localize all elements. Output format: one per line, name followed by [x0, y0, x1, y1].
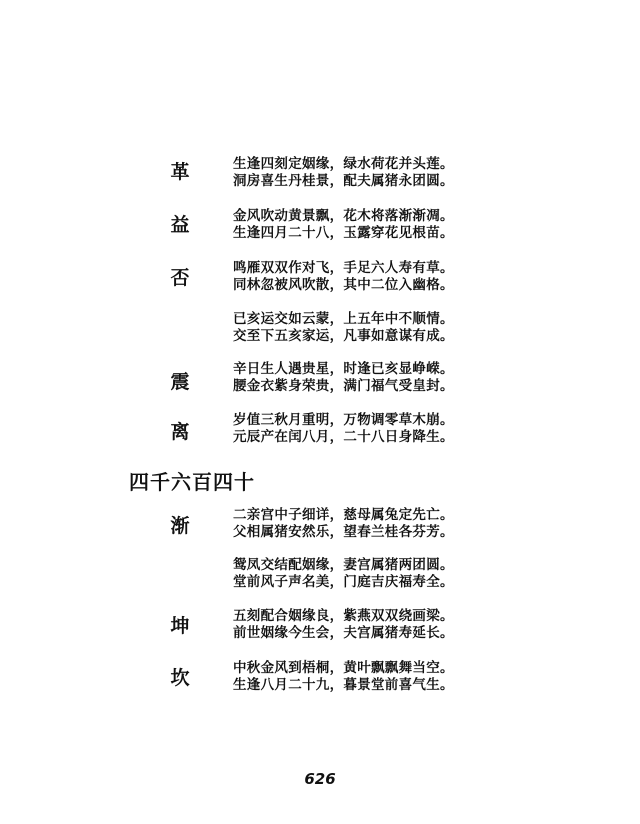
- verse-line: 交至下五亥家运，凡事如意谋有成。: [233, 328, 454, 344]
- verse-line: 鸳凤交结配姻缘，妻宫属猪两团圆。: [233, 557, 454, 573]
- verse-line: 前世姻缘今生会，夫宫属猪寿延长。: [233, 625, 454, 641]
- verse-line: 鸣雁双双作对飞，手足六人寿有草。: [233, 260, 454, 276]
- hexagram-label: 离: [170, 421, 190, 443]
- hexagram-label: 渐: [170, 515, 190, 537]
- verse-block: [233, 557, 473, 591]
- verse-line: 洞房喜生丹桂景，配夫属猪永团圆。: [233, 173, 454, 189]
- hexagram-label: 坎: [170, 667, 190, 689]
- verse-block: [233, 311, 473, 345]
- verse-line: 腰金衣紫身荣贵，满门福气受皇封。: [233, 378, 454, 394]
- verse-block: [233, 260, 473, 294]
- verse-line: 堂前风子声名美，门庭吉庆福寿全。: [233, 574, 454, 590]
- verse-line: 岁值三秋月重明，万物调零草木崩。: [233, 412, 454, 428]
- verse-block: [233, 507, 473, 541]
- verse-line: 已亥运交如云蒙，上五年中不顺情。: [233, 311, 454, 327]
- hexagram-label: 革: [170, 161, 190, 183]
- hexagram-label: 否: [170, 267, 190, 289]
- page-number: 626: [304, 770, 336, 788]
- verse-line: 中秋金风到梧桐，黄叶飘飘舞当空。: [233, 660, 454, 676]
- verse-line: 五刻配合姻缘良，紫燕双双绕画梁。: [233, 608, 454, 624]
- verse-line: 金风吹动黄景飘，花木将落渐渐凋。: [233, 208, 454, 224]
- verse-block: [233, 208, 473, 242]
- verse-line: 辛日生人遇贵星，时逢已亥显峥嵘。: [233, 361, 454, 377]
- verse-line: 生逢八月二十九，暮景堂前喜气生。: [233, 677, 454, 693]
- verse-block: [233, 660, 473, 694]
- verse-line: 二亲宫中子细详，慈母属兔定先亡。: [233, 507, 454, 523]
- hexagram-label: 益: [170, 214, 190, 236]
- verse-line: 同林忽被风吹散，其中二位入幽格。: [233, 277, 454, 293]
- verse-line: 生逢四刻定姻缘，绿水荷花并头莲。: [233, 156, 454, 172]
- hexagram-label: 震: [170, 371, 190, 393]
- verse-block: [233, 608, 473, 642]
- verse-line: 元辰产在闰八月，二十八日身降生。: [233, 429, 454, 445]
- section-title: 四千六百四十: [129, 470, 255, 494]
- verse-line: 父相属猪安然乐，望春兰桂各芬芳。: [233, 524, 454, 540]
- hexagram-label: 坤: [170, 615, 190, 637]
- verse-block: [233, 412, 473, 446]
- verse-block: [233, 361, 473, 395]
- verse-line: 生逢四月二十八，玉露穿花见根苗。: [233, 225, 454, 241]
- verse-block: [233, 156, 473, 190]
